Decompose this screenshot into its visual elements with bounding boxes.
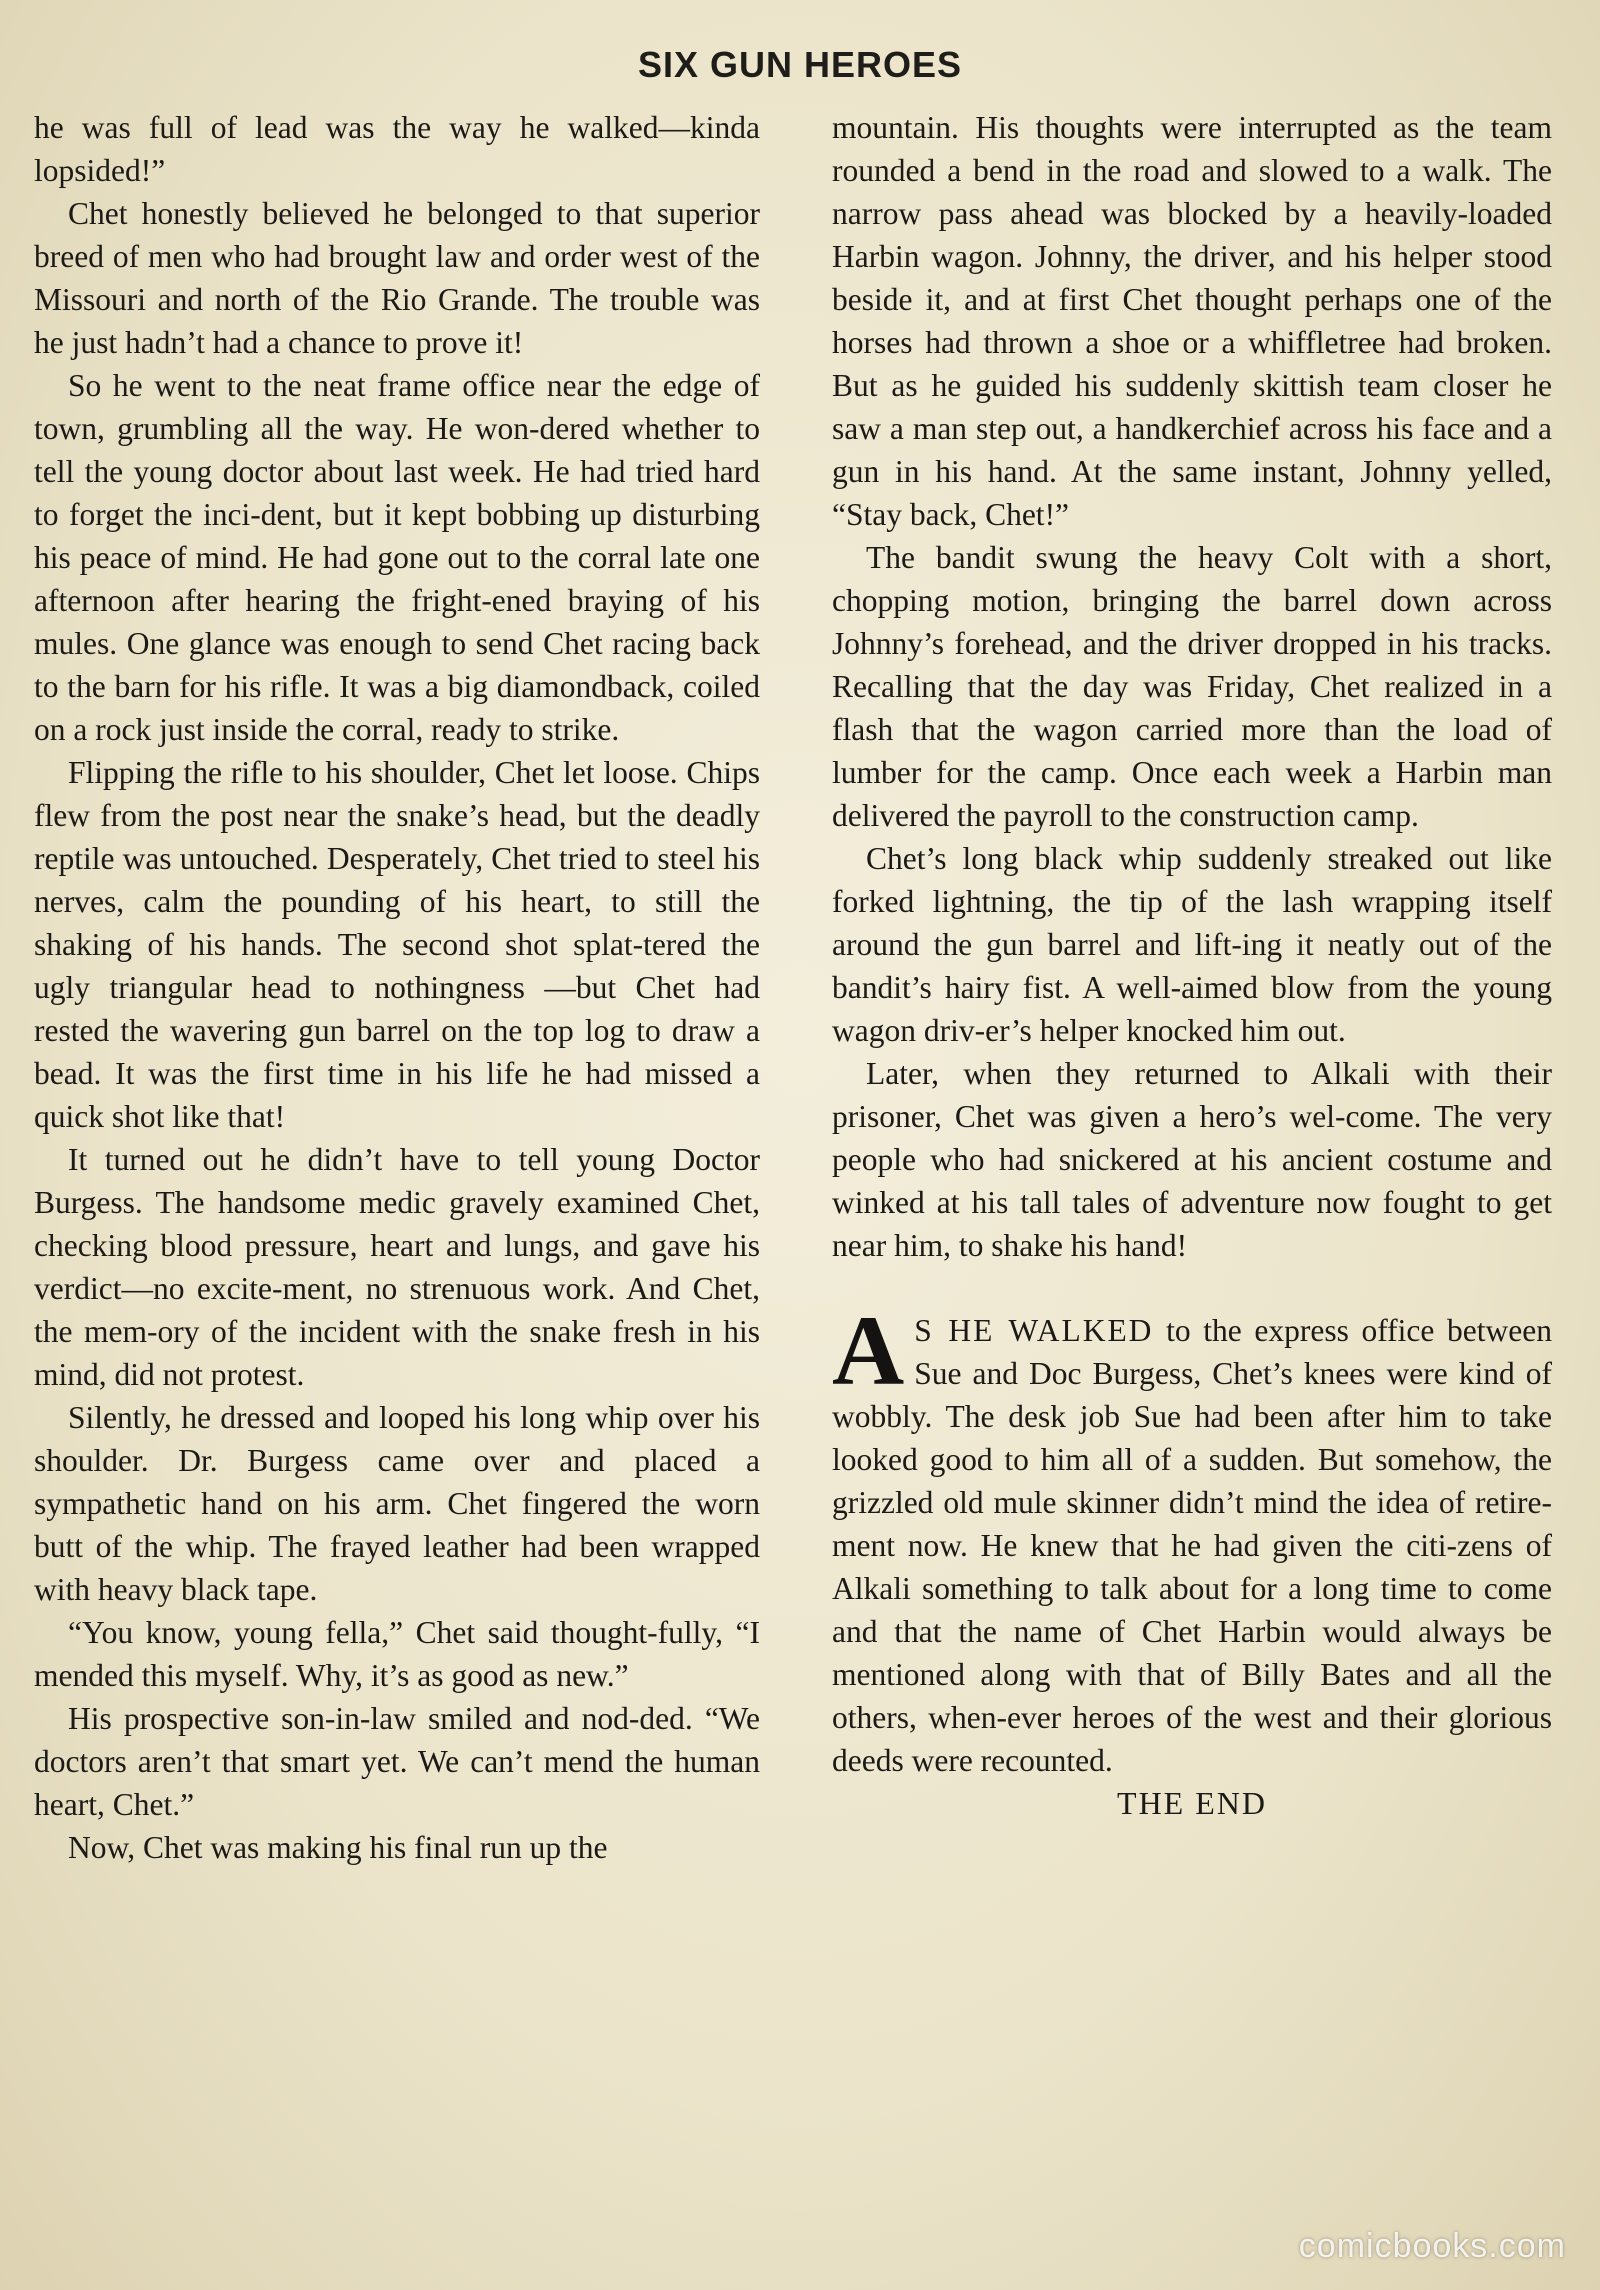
paragraph: Silently, he dressed and looped his long whip over his shoulder. Dr. Burgess came over and placed a sympathetic hand on his arm. Chet fingered the worn butt of the whip. The frayed leather had been wrapped with heavy black tape.: [34, 1400, 760, 1607]
paragraph: Now, Chet was making his final run up the: [68, 1830, 608, 1865]
final-section-text: to the express office between Sue and Doc Burgess, Chet’s knees were kind of wobbly. The desk job Sue had been after him to take looked good to him all of a sudden. But somehow, the grizzled old mule skinner didn’t mind the idea of retire-ment now. He knew that he had given the citi-zens of Alkali something to talk about for a long time to come and that the name of Chet Harbin would always be mentioned along with that of Billy Bates and all the others, when-ever heroes of the west and their glorious deeds were recounted.: [832, 1313, 1552, 1778]
paragraph: mountain. His thoughts were interrupted as the team rounded a bend in the road and slowed to a walk. The narrow pass ahead was blocked by a heavily-loaded Harbin wagon. Johnny, the driver, and his helper stood beside it, and at first Chet thought perhaps one of the horses had thrown a shoe or a whiffletree had broken. But as he guided his suddenly skittish team closer he saw a man step out, a handkerchief across his face and a gun in his hand. At the same instant, Johnny yelled, “Stay back, Chet!”: [832, 110, 1552, 532]
the-end-label: THE END: [1117, 1785, 1267, 1821]
left-column: [34, 106, 760, 1869]
page-header: SIX GUN HEROES: [637, 44, 963, 85]
paragraph: His prospective son-in-law smiled and nod-ded. “We doctors aren’t that smart yet. We can’t mend the human heart, Chet.”: [34, 1701, 760, 1822]
paragraph: “You know, young fella,” Chet said thought-fully, “I mended this myself. Why, it’s as good as new.”: [34, 1615, 760, 1693]
paragraph: Flipping the rifle to his shoulder, Chet let loose. Chips flew from the post near the snake’s head, but the deadly reptile was untouched. Desperately, Chet tried to steel his nerves, calm the pounding of his heart, to still the shaking of his hands. The second shot splat-tered the ugly triangular head to nothingness —but Chet had rested the wavering gun barrel on the top log to draw a bead. It was the first time in his life he had missed a quick shot like that!: [34, 755, 760, 1134]
watermark: comicbooks.com: [1298, 2227, 1566, 2265]
paragraph: Chet honestly believed he belonged to that superior breed of men who had brought law and order west of the Missouri and north of the Rio Grande. The trouble was he just hadn’t had a chance to prove it!: [34, 196, 760, 360]
paragraph: he was full of lead was the way he walked—kinda lopsided!”: [34, 110, 760, 188]
paragraph: It turned out he didn’t have to tell young Doctor Burgess. The handsome medic gravely examined Chet, checking blood pressure, heart and lungs, and gave his verdict—no excite-ment, no strenuous work. And Chet, the mem-ory of the incident with the snake fresh in his mind, did not protest.: [34, 1142, 760, 1392]
paragraph: So he went to the neat frame office near the edge of town, grumbling all the way. He won-dered whether to tell the young doctor about last week. He had tried hard to forget the inci-dent, but it kept bobbing up disturbing his peace of mind. He had gone out to the corral late one afternoon after hearing the fright-ened braying of his mules. One glance was enough to send Chet racing back to the barn for his rifle. It was a big diamondback, coiled on a rock just inside the corral, ready to strike.: [34, 368, 760, 747]
drop-cap: A: [832, 1295, 905, 1406]
section-break: [832, 1267, 1552, 1309]
right-column: [832, 106, 1552, 1825]
paragraph: The bandit swung the heavy Colt with a short, chopping motion, bringing the barrel down across Johnny’s forehead, and the driver dropped in his tracks. Recalling that the day was Friday, Chet realized in a flash that the wagon carried more than the load of lumber for the camp. Once each week a Harbin man delivered the payroll to the construction camp.: [832, 540, 1552, 833]
paragraph: Later, when they returned to Alkali with their prisoner, Chet was given a hero’s wel-come. The very people who had snickered at his ancient costume and winked at his tall tales of adventure now fought to get near him, to shake his hand!: [832, 1056, 1552, 1263]
final-section-paragraph: [832, 1295, 1552, 1782]
paragraph: Chet’s long black whip suddenly streaked out like forked lightning, the tip of the lash wrapping itself around the gun barrel and lift-ing it neatly out of the bandit’s hairy fist. A well-aimed blow from the young wagon driv-er’s helper knocked him out.: [832, 841, 1552, 1048]
lead-in: S HE WALKED: [914, 1313, 1154, 1348]
